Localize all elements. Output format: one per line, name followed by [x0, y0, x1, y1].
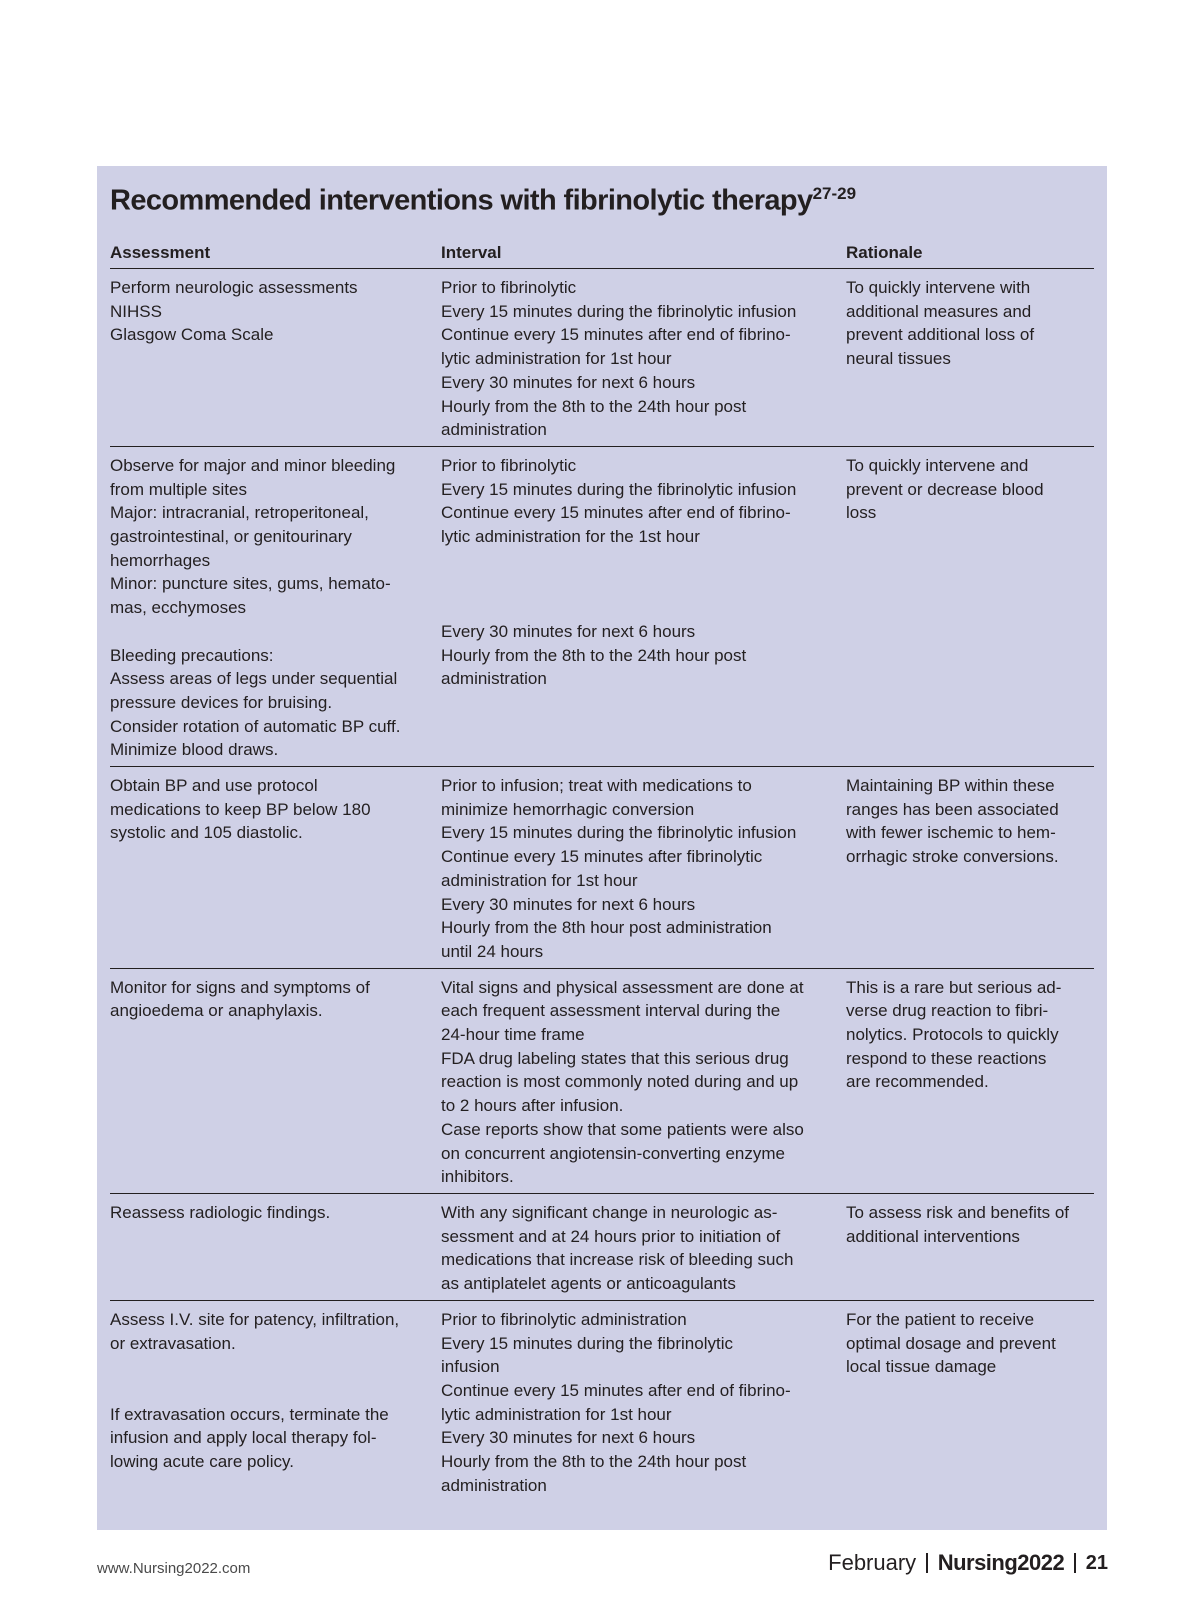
cell-text-line: Hourly from the 8th to the 24th hour post — [441, 1452, 747, 1472]
footer-magazine: Nursing2022 — [937, 1550, 1065, 1575]
cell-text-line: Prior to infusion; treat with medications to — [441, 776, 752, 796]
cell-text-line: lowing acute care policy. — [110, 1452, 294, 1471]
footer-divider — [926, 1553, 928, 1573]
cell-text-line: To quickly intervene and — [846, 455, 1029, 475]
cell-text-line: pressure devices for bruising. — [110, 692, 333, 712]
cell-assessment — [110, 976, 441, 1189]
cell-text-line: Assess I.V. site for patency, infiltration, — [110, 1309, 400, 1329]
cell-text-line: medications to keep BP below 180 — [110, 799, 371, 819]
cell-text-line: Every 30 minutes for next 6 hours — [441, 1428, 696, 1448]
cell-text-line: Assess areas of legs under sequential — [110, 669, 398, 689]
cell-text-line: Hourly from the 8th to the 24th hour post — [441, 396, 747, 416]
cell-text-line: nolytics. Protocols to quickly — [846, 1025, 1059, 1045]
cell-text-line: With any significant change in neurologic as- — [441, 1203, 778, 1222]
table-row — [110, 767, 1094, 969]
cell-text-line: Prior to fibrinolytic — [441, 278, 577, 297]
cell-text-line: until 24 hours — [441, 941, 544, 961]
cell-text-line: To quickly intervene with — [846, 278, 1031, 297]
cell-text-line: to 2 hours after infusion. — [441, 1096, 624, 1116]
table-row — [110, 1301, 1094, 1502]
cell-text-line: local tissue damage — [846, 1357, 997, 1377]
cell-text-line: respond to these reactions — [846, 1048, 1047, 1068]
cell-assessment — [110, 276, 441, 442]
cell-text-line: Consider rotation of automatic BP cuff. — [110, 716, 401, 736]
cell-text-line: administration — [441, 1475, 547, 1495]
cell-text-line: Continue every 15 minutes after fibrinolytic — [441, 847, 763, 867]
cell-rationale — [846, 276, 1094, 442]
cell-interval — [441, 774, 846, 964]
cell-text-line: verse drug reaction to fibri- — [846, 1001, 1049, 1021]
cell-text-line: For the patient to receive — [846, 1309, 1035, 1329]
cell-text-line: Hourly from the 8th to the 24th hour post — [441, 645, 747, 665]
cell-text-line: sessment and at 24 hours prior to initiation of — [441, 1226, 781, 1246]
cell-assessment — [110, 454, 441, 762]
cell-text-line: Continue every 15 minutes after end of fibrino- — [441, 503, 791, 523]
cell-text-line: each frequent assessment interval during the — [441, 1001, 781, 1021]
cell-text-line: administration for 1st hour — [441, 870, 638, 890]
cell-text-line: ranges has been associated — [846, 799, 1059, 819]
cell-text-line: Every 15 minutes during the fibrinolytic infusion — [441, 823, 797, 843]
title-text: Recommended interventions with fibrinolytic therapy — [110, 184, 813, 217]
cell-text-line: neural tissues — [846, 349, 951, 369]
cell-text-line: Reassess radiologic findings. — [110, 1203, 331, 1222]
cell-text-line: prevent additional loss of — [846, 325, 1035, 345]
cell-text-line — [110, 1355, 427, 1379]
column-header-assessment: Assessment — [110, 243, 211, 262]
cell-text-line: Monitor for signs and symptoms of — [110, 977, 370, 997]
cell-interval — [441, 454, 846, 762]
cell-text-line: prevent or decrease blood — [846, 479, 1044, 499]
cell-text-line: Continue every 15 minutes after end of fibrino- — [441, 1380, 791, 1400]
table-row — [110, 447, 1094, 767]
cell-text-line: lytic administration for the 1st hour — [441, 527, 700, 547]
cell-text-line: mas, ecchymoses — [110, 598, 247, 618]
cell-text-line: Glasgow Coma Scale — [110, 325, 274, 345]
cell-text-line: NIHSS — [110, 301, 162, 321]
cell-text-line: Bleeding precautions: — [110, 645, 274, 665]
cell-text-line: infusion and apply local therapy fol- — [110, 1428, 377, 1448]
cell-text-line: Hourly from the 8th hour post administration — [441, 918, 772, 938]
footer-divider — [1074, 1553, 1076, 1573]
table-row — [110, 969, 1094, 1194]
cell-text-line: Continue every 15 minutes after end of fibrino- — [441, 325, 791, 345]
cell-rationale — [846, 1201, 1094, 1296]
cell-text-line: are recommended. — [846, 1072, 989, 1092]
cell-interval — [441, 1308, 846, 1498]
cell-text-line — [441, 549, 832, 573]
cell-text-line — [110, 1379, 427, 1403]
footer-month: February — [828, 1550, 917, 1575]
cell-interval — [441, 276, 846, 442]
cell-text-line: administration — [441, 420, 547, 440]
cell-text-line: Prior to fibrinolytic administration — [441, 1309, 687, 1329]
cell-text-line: Every 30 minutes for next 6 hours — [441, 621, 696, 641]
footer-website: www.Nursing2022.com — [97, 1560, 251, 1577]
cell-text-line: loss — [846, 503, 877, 523]
cell-rationale — [846, 454, 1094, 762]
cell-text-line: To assess risk and benefits of — [846, 1203, 1070, 1222]
table-row — [110, 1194, 1094, 1301]
cell-text-line: Vital signs and physical assessment are done at — [441, 977, 804, 997]
cell-text-line: Maintaining BP within these — [846, 776, 1055, 796]
cell-text-line: FDA drug labeling states that this serious drug — [441, 1048, 789, 1068]
cell-text-line: infusion — [441, 1357, 500, 1377]
cell-text-line: Perform neurologic assessments — [110, 278, 358, 297]
cell-text-line: Obtain BP and use protocol — [110, 776, 318, 796]
cell-text-line: This is a rare but serious ad- — [846, 977, 1062, 997]
cell-text-line: lytic administration for 1st hour — [441, 349, 672, 369]
cell-text-line: Every 15 minutes during the fibrinolytic — [441, 1333, 733, 1353]
cell-text-line: additional measures and — [846, 301, 1032, 321]
footer-folio — [828, 1550, 1108, 1576]
cell-text-line: 24-hour time frame — [441, 1025, 585, 1045]
table-title — [110, 176, 1094, 219]
cell-rationale — [846, 976, 1094, 1189]
cell-text-line: If extravasation occurs, terminate the — [110, 1404, 389, 1424]
cell-text-line — [441, 596, 832, 620]
cell-text-line: with fewer ischemic to hem- — [846, 823, 1056, 843]
cell-text-line: Minor: puncture sites, gums, hemato- — [110, 574, 391, 594]
cell-text-line: Every 30 minutes for next 6 hours — [441, 894, 696, 914]
cell-text-line: Minimize blood draws. — [110, 740, 279, 760]
cell-rationale — [846, 774, 1094, 964]
table-row — [110, 269, 1094, 447]
cell-text-line: Observe for major and minor bleeding — [110, 455, 396, 475]
cell-text-line: minimize hemorrhagic conversion — [441, 799, 695, 819]
cell-text-line: Case reports show that some patients were also — [441, 1119, 804, 1139]
cell-text-line: Prior to fibrinolytic — [441, 455, 577, 475]
cell-rationale — [846, 1308, 1094, 1498]
cell-text-line: additional interventions — [846, 1226, 1020, 1246]
cell-text-line: as antiplatelet agents or anticoagulants — [441, 1274, 736, 1294]
page-number: 21 — [1085, 1551, 1108, 1574]
cell-assessment — [110, 1201, 441, 1296]
table-panel — [97, 166, 1107, 1530]
table-body — [110, 269, 1094, 1501]
cell-text-line: lytic administration for 1st hour — [441, 1404, 672, 1424]
cell-text-line — [110, 620, 427, 644]
cell-text-line: Every 15 minutes during the fibrinolytic infusion — [441, 479, 797, 499]
cell-text-line: or extravasation. — [110, 1333, 236, 1353]
cell-text-line: administration — [441, 669, 547, 689]
cell-text-line: from multiple sites — [110, 479, 247, 499]
cell-text-line: reaction is most commonly noted during and up — [441, 1072, 799, 1092]
cell-text-line: orrhagic stroke conversions. — [846, 847, 1059, 867]
cell-text-line: on concurrent angiotensin-converting enzyme — [441, 1143, 785, 1163]
cell-assessment — [110, 774, 441, 964]
table-header-row — [110, 242, 1094, 269]
cell-text-line: Major: intracranial, retroperitoneal, — [110, 503, 369, 523]
cell-text-line: angioedema or anaphylaxis. — [110, 1001, 323, 1021]
cell-text-line: Every 15 minutes during the fibrinolytic infusion — [441, 301, 797, 321]
cell-text-line: optimal dosage and prevent — [846, 1333, 1056, 1353]
cell-text-line: systolic and 105 diastolic. — [110, 823, 303, 843]
cell-interval — [441, 976, 846, 1189]
cell-text-line — [441, 572, 832, 596]
title-references: 27-29 — [812, 184, 857, 203]
column-header-interval: Interval — [441, 243, 502, 262]
cell-text-line: Every 30 minutes for next 6 hours — [441, 372, 696, 392]
cell-assessment — [110, 1308, 441, 1498]
cell-text-line: medications that increase risk of bleeding such — [441, 1250, 794, 1270]
cell-text-line: inhibitors. — [441, 1167, 514, 1187]
cell-text-line: hemorrhages — [110, 550, 211, 570]
cell-interval — [441, 1201, 846, 1296]
interventions-table — [110, 242, 1094, 1501]
column-header-rationale: Rationale — [846, 243, 923, 262]
cell-text-line: gastrointestinal, or genitourinary — [110, 527, 352, 547]
